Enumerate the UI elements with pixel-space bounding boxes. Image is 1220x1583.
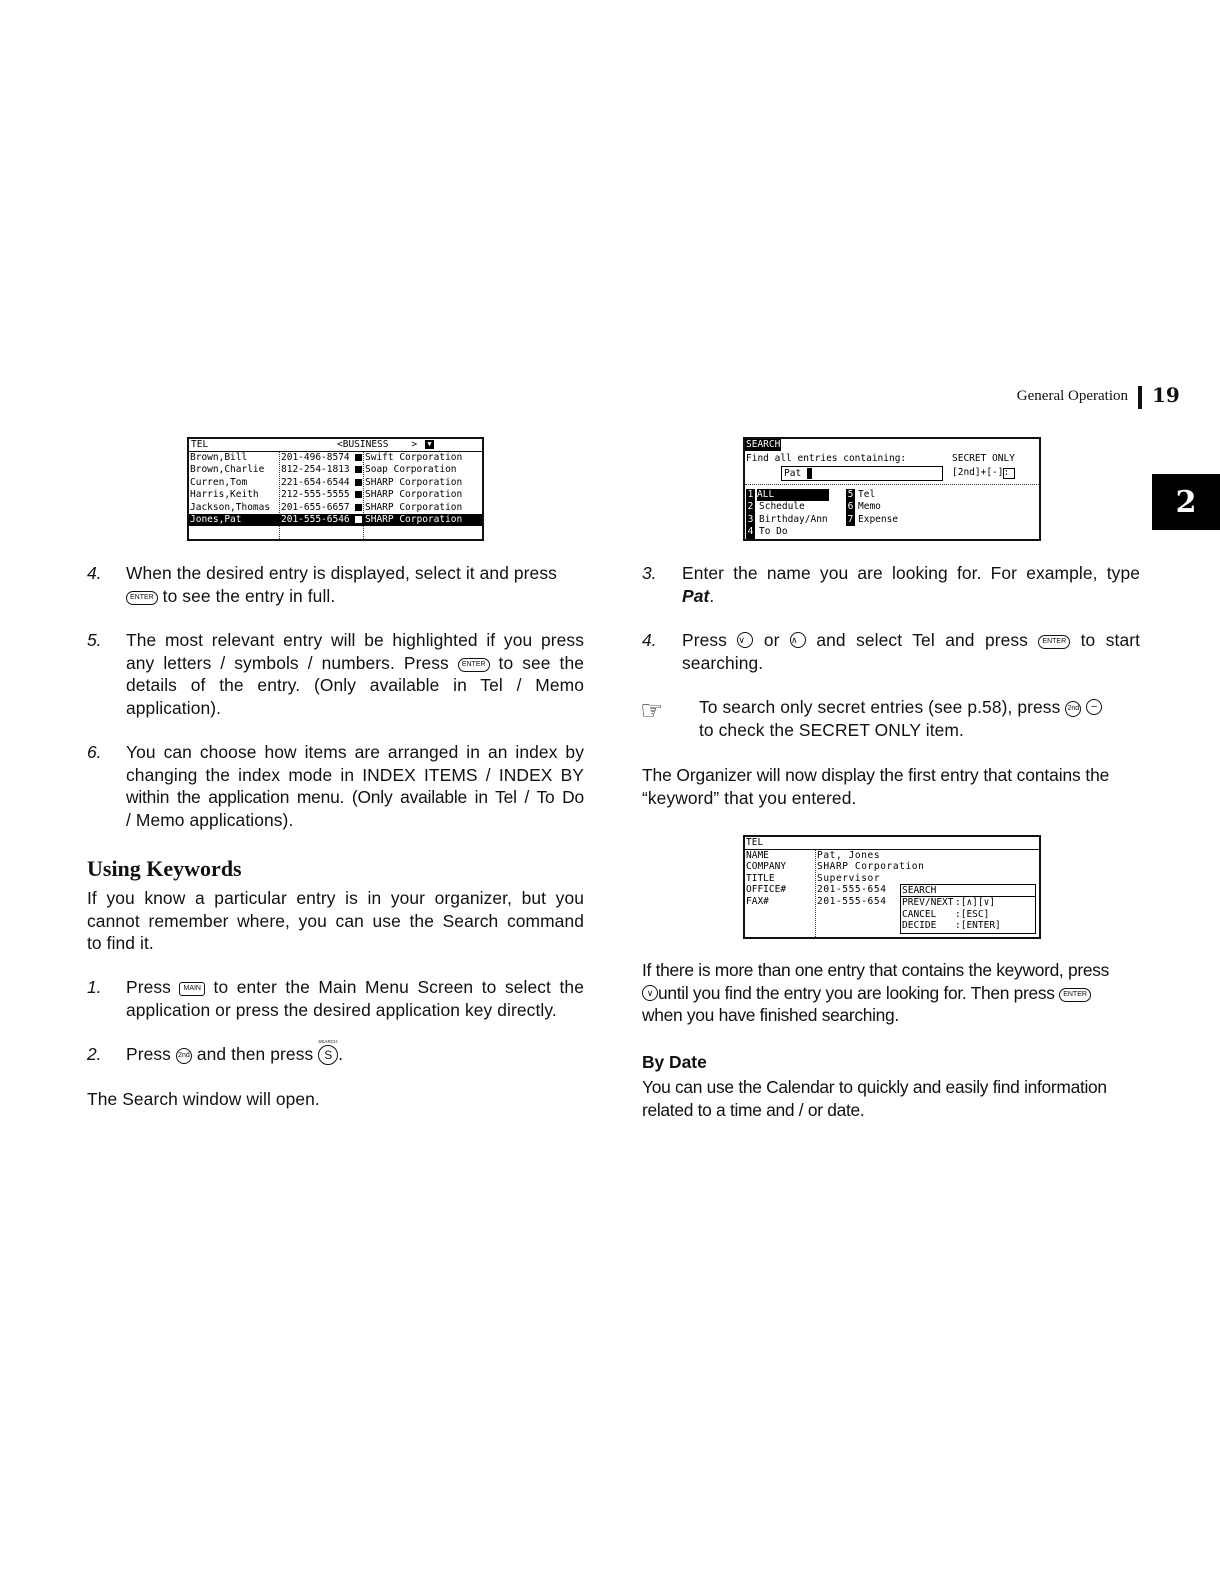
tel-detail-title: TEL bbox=[746, 837, 764, 848]
step-1-text: Press MAIN to enter the Main Menu Screen to select the application or press the desired application key directly. bbox=[126, 977, 584, 1020]
tel-detail-screen bbox=[743, 835, 1041, 939]
secret-mark-icon bbox=[355, 479, 362, 486]
step-5-text: The most relevant entry will be highlighted if you press any letters / symbols / numbers. Press ENTER to see the details of the entry. (Only available in Tel / Memo application). bbox=[126, 630, 584, 718]
right-step-4-number: 4. bbox=[642, 630, 657, 650]
table-row[interactable]: Brown,Charlie 812-254-1813 Soap Corporation bbox=[190, 464, 457, 476]
search-popup bbox=[900, 884, 1036, 934]
search-option-tel[interactable]: 5 Tel bbox=[847, 489, 876, 500]
more-entries-paragraph: If there is more than one entry that contains the keyword, press ∨ until you find the entry you are looking for. Then press ENTER when you have finished searching. bbox=[642, 960, 1110, 1025]
step-2-number: 2. bbox=[87, 1044, 102, 1064]
pointing-hand-icon: ☞ bbox=[640, 695, 664, 725]
step-1-number: 1. bbox=[87, 977, 102, 997]
table-row[interactable]: Brown,Bill 201-496-8574 Swift Corporation bbox=[190, 452, 463, 463]
secret-only-checkbox[interactable] bbox=[1003, 468, 1015, 479]
step-6-number: 6. bbox=[87, 742, 102, 762]
tel-index-screen bbox=[187, 437, 484, 541]
step-6-text: You can choose how items are arranged in an index by changing the index mode in INDEX ITEMS / INDEX BY within the application menu. (Only available in Tel / To Do / Memo applications). bbox=[126, 742, 584, 830]
search-title: SEARCH bbox=[746, 439, 781, 450]
using-keywords-heading: Using Keywords bbox=[87, 856, 242, 881]
right-step-3-text: Enter the name you are looking for. For example, type Pat. bbox=[682, 563, 1140, 606]
minus-key-icon: − bbox=[1086, 699, 1102, 715]
right-step-4-text: Press ∨ or ∧ and select Tel and press ENTER to start searching. bbox=[682, 630, 1141, 673]
search-option-all[interactable]: 1 ALL bbox=[745, 489, 1039, 501]
field-row: FAX# 201-555-654 bbox=[746, 895, 887, 907]
table-row-selected[interactable]: Jones,Pat 201-555-6546 SHARP Corporation bbox=[189, 514, 482, 526]
step-5-number: 5. bbox=[87, 630, 102, 650]
by-date-heading: By Date bbox=[642, 1052, 707, 1072]
secret-mark-icon bbox=[355, 466, 362, 473]
result-paragraph: The Organizer will now display the first entry that contains the “keyword” that you entered. bbox=[642, 765, 1110, 808]
enter-key-icon: ENTER bbox=[458, 658, 490, 672]
field-row: TITLE Supervisor bbox=[746, 872, 881, 884]
right-step-3-number: 3. bbox=[642, 563, 657, 583]
main-key-icon: MAIN bbox=[179, 982, 205, 996]
search-option-birthday[interactable]: 3 Birthday/Ann bbox=[747, 513, 828, 525]
search-option-memo[interactable]: 6 Memo bbox=[847, 501, 881, 513]
secret-mark-icon bbox=[355, 454, 362, 461]
secret-only-label: SECRET ONLY bbox=[952, 453, 1015, 464]
search-option-schedule[interactable]: 2 Schedule bbox=[747, 501, 805, 513]
by-date-paragraph: You can use the Calendar to quickly and easily find information related to a time and / or date. bbox=[642, 1077, 1107, 1120]
step-4-text: When the desired entry is displayed, select it and press ENTER to see the entry in full. bbox=[126, 563, 557, 606]
example-name: Pat bbox=[682, 585, 710, 606]
search-s-key-icon: SEARCH S bbox=[318, 1045, 338, 1068]
field-row: OFFICE# 201-555-654 bbox=[746, 884, 887, 896]
enter-key-icon: ENTER bbox=[1059, 988, 1091, 1002]
2nd-key-icon: 2nd bbox=[176, 1048, 192, 1064]
search-screen bbox=[743, 437, 1041, 541]
up-key-icon: ∧ bbox=[790, 632, 806, 648]
search-window-opens: The Search window will open. bbox=[87, 1089, 320, 1109]
popup-decide[interactable]: DECIDE :[ENTER] bbox=[902, 920, 1001, 931]
secret-mark-icon bbox=[355, 516, 362, 523]
keywords-intro: If you know a particular entry is in your organizer, but you cannot remember where, you can use the Search command to find it. bbox=[87, 888, 584, 953]
2nd-key-icon: 2nd bbox=[1065, 701, 1081, 717]
search-option-expense[interactable]: 7 Expense bbox=[847, 513, 899, 525]
running-head: General Operation bbox=[1016, 388, 1128, 404]
search-option-todo[interactable]: 4 To Do bbox=[747, 526, 788, 538]
popup-prev-next[interactable]: PREV/NEXT :[∧][∨] bbox=[902, 897, 996, 908]
page-number: 19 bbox=[1152, 383, 1180, 407]
tel-title: TEL bbox=[191, 439, 209, 450]
table-row[interactable]: Jackson,Thomas 201-655-6657 SHARP Corporation bbox=[190, 501, 463, 513]
dropdown-icon: ▼ bbox=[425, 440, 434, 449]
step-2-text: Press 2nd and then press SEARCH S . bbox=[126, 1043, 584, 1068]
search-input[interactable]: Pat bbox=[781, 466, 943, 481]
enter-key-icon: ENTER bbox=[126, 591, 158, 605]
search-popup-title: SEARCH bbox=[902, 885, 937, 896]
step-4-number: 4. bbox=[87, 563, 102, 583]
secret-mark-icon bbox=[355, 504, 362, 511]
enter-key-icon: ENTER bbox=[1038, 635, 1070, 649]
table-row[interactable]: Harris,Keith 212-555-5555 SHARP Corporation bbox=[190, 489, 463, 501]
field-row: NAME Pat, Jones bbox=[746, 850, 881, 861]
secret-mark-icon bbox=[355, 491, 362, 498]
header-divider bbox=[1138, 386, 1142, 409]
search-prompt: Find all entries containing: bbox=[746, 453, 907, 464]
field-row: COMPANY SHARP Corporation bbox=[746, 861, 925, 873]
popup-cancel[interactable]: CANCEL :[ESC] bbox=[902, 908, 990, 920]
down-key-icon: ∨ bbox=[642, 985, 658, 1001]
tel-mode: <BUSINESS > bbox=[337, 439, 418, 450]
secret-only-key: [2nd]+[-]: bbox=[952, 467, 1010, 478]
table-row[interactable]: Curren,Tom 221-654-6544 SHARP Corporation bbox=[190, 476, 463, 488]
secret-note: To search only secret entries (see p.58), press 2nd − to check the SECRET ONLY item. bbox=[699, 696, 1144, 741]
chapter-tab: 2 bbox=[1152, 474, 1220, 530]
down-key-icon: ∨ bbox=[737, 632, 753, 648]
